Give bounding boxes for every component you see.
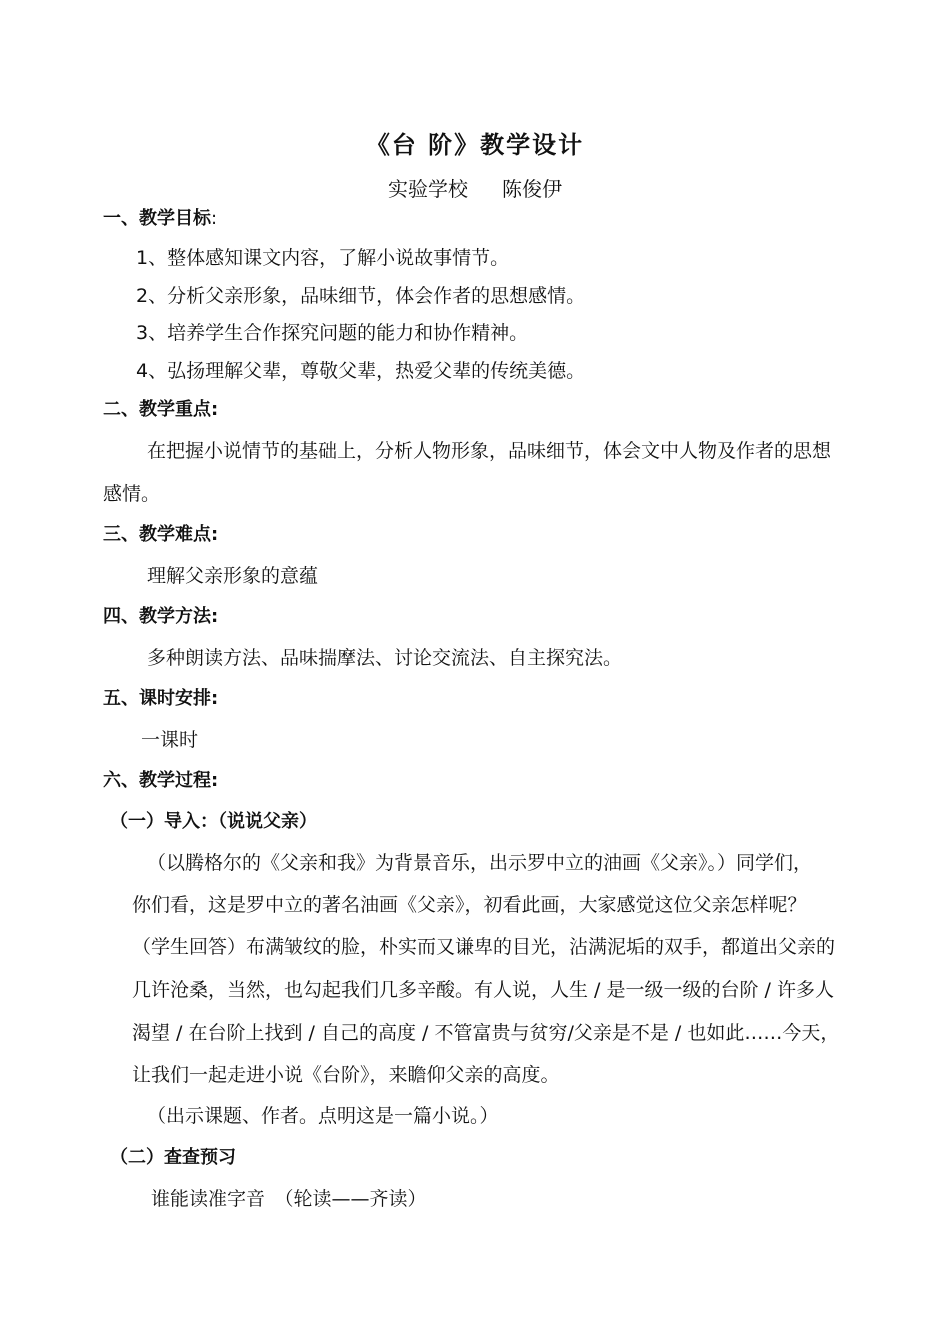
section-heading-process: 六、教学过程:: [103, 770, 219, 791]
goal-item: 1、整体感知课文内容，了解小说故事情节。: [136, 247, 510, 269]
paragraph-line: 几许沧桑，当然，也勾起我们几多辛酸。有人说，人生 / 是一级一级的台阶 / 许多人: [132, 979, 834, 1001]
paragraph-line: 谁能读准字音 （轮读——齐读）: [151, 1188, 427, 1210]
paragraph-line: 一课时: [141, 729, 199, 751]
goal-item: 2、分析父亲形象，品味细节，体会作者的思想感情。: [136, 285, 586, 307]
section-heading-goals: 一、教学目标:: [103, 208, 218, 229]
school-name: 实验学校: [388, 177, 468, 201]
paragraph-line: 理解父亲形象的意蕴: [147, 565, 319, 587]
section-heading-key-points: 二、教学重点:: [103, 399, 219, 420]
goal-item: 3、培养学生合作探究问题的能力和协作精神。: [136, 322, 529, 344]
section-heading-methods: 四、教学方法:: [103, 606, 219, 627]
paragraph-note: （出示课题、作者。点明这是一篇小说。）: [147, 1105, 499, 1127]
paragraph-line: 感情。: [103, 483, 161, 505]
paragraph-line: （学生回答）布满皱纹的脸，朴实而又谦卑的目光，沾满泥垢的双手，都道出父亲的: [132, 936, 836, 958]
paragraph-line: （以腾格尔的《父亲和我》为背景音乐，出示罗中立的油画《父亲》。）同学们，: [147, 852, 813, 874]
author-name: 陈俊伊: [502, 177, 562, 201]
document-title: 《台 阶》教学设计: [365, 131, 585, 159]
document-subtitle: [0, 176, 950, 202]
paragraph-line: 渴望 / 在台阶上找到 / 自己的高度 / 不管富贵与贫穷/父亲是不是 / 也如此……今天，: [132, 1022, 840, 1044]
subsection-heading-preview: （二）查查预习: [110, 1147, 236, 1168]
section-heading-difficulties: 三、教学难点:: [103, 524, 219, 545]
section-heading-schedule: 五、课时安排:: [103, 688, 219, 709]
goal-item: 4、弘扬理解父辈，尊敬父辈，热爱父辈的传统美德。: [136, 360, 586, 382]
paragraph-line: 让我们一起走进小说《台阶》，来瞻仰父亲的高度。: [132, 1064, 560, 1086]
subsection-heading-intro: （一）导入：（说说父亲）: [110, 811, 317, 832]
paragraph-line: 多种朗读方法、品味揣摩法、讨论交流法、自主探究法。: [147, 647, 623, 669]
paragraph-line: 你们看，这是罗中立的著名油画《父亲》，初看此画，大家感觉这位父亲怎样呢？: [132, 894, 807, 916]
paragraph-line: 在把握小说情节的基础上，分析人物形象，品味细节，体会文中人物及作者的思想: [147, 440, 832, 462]
